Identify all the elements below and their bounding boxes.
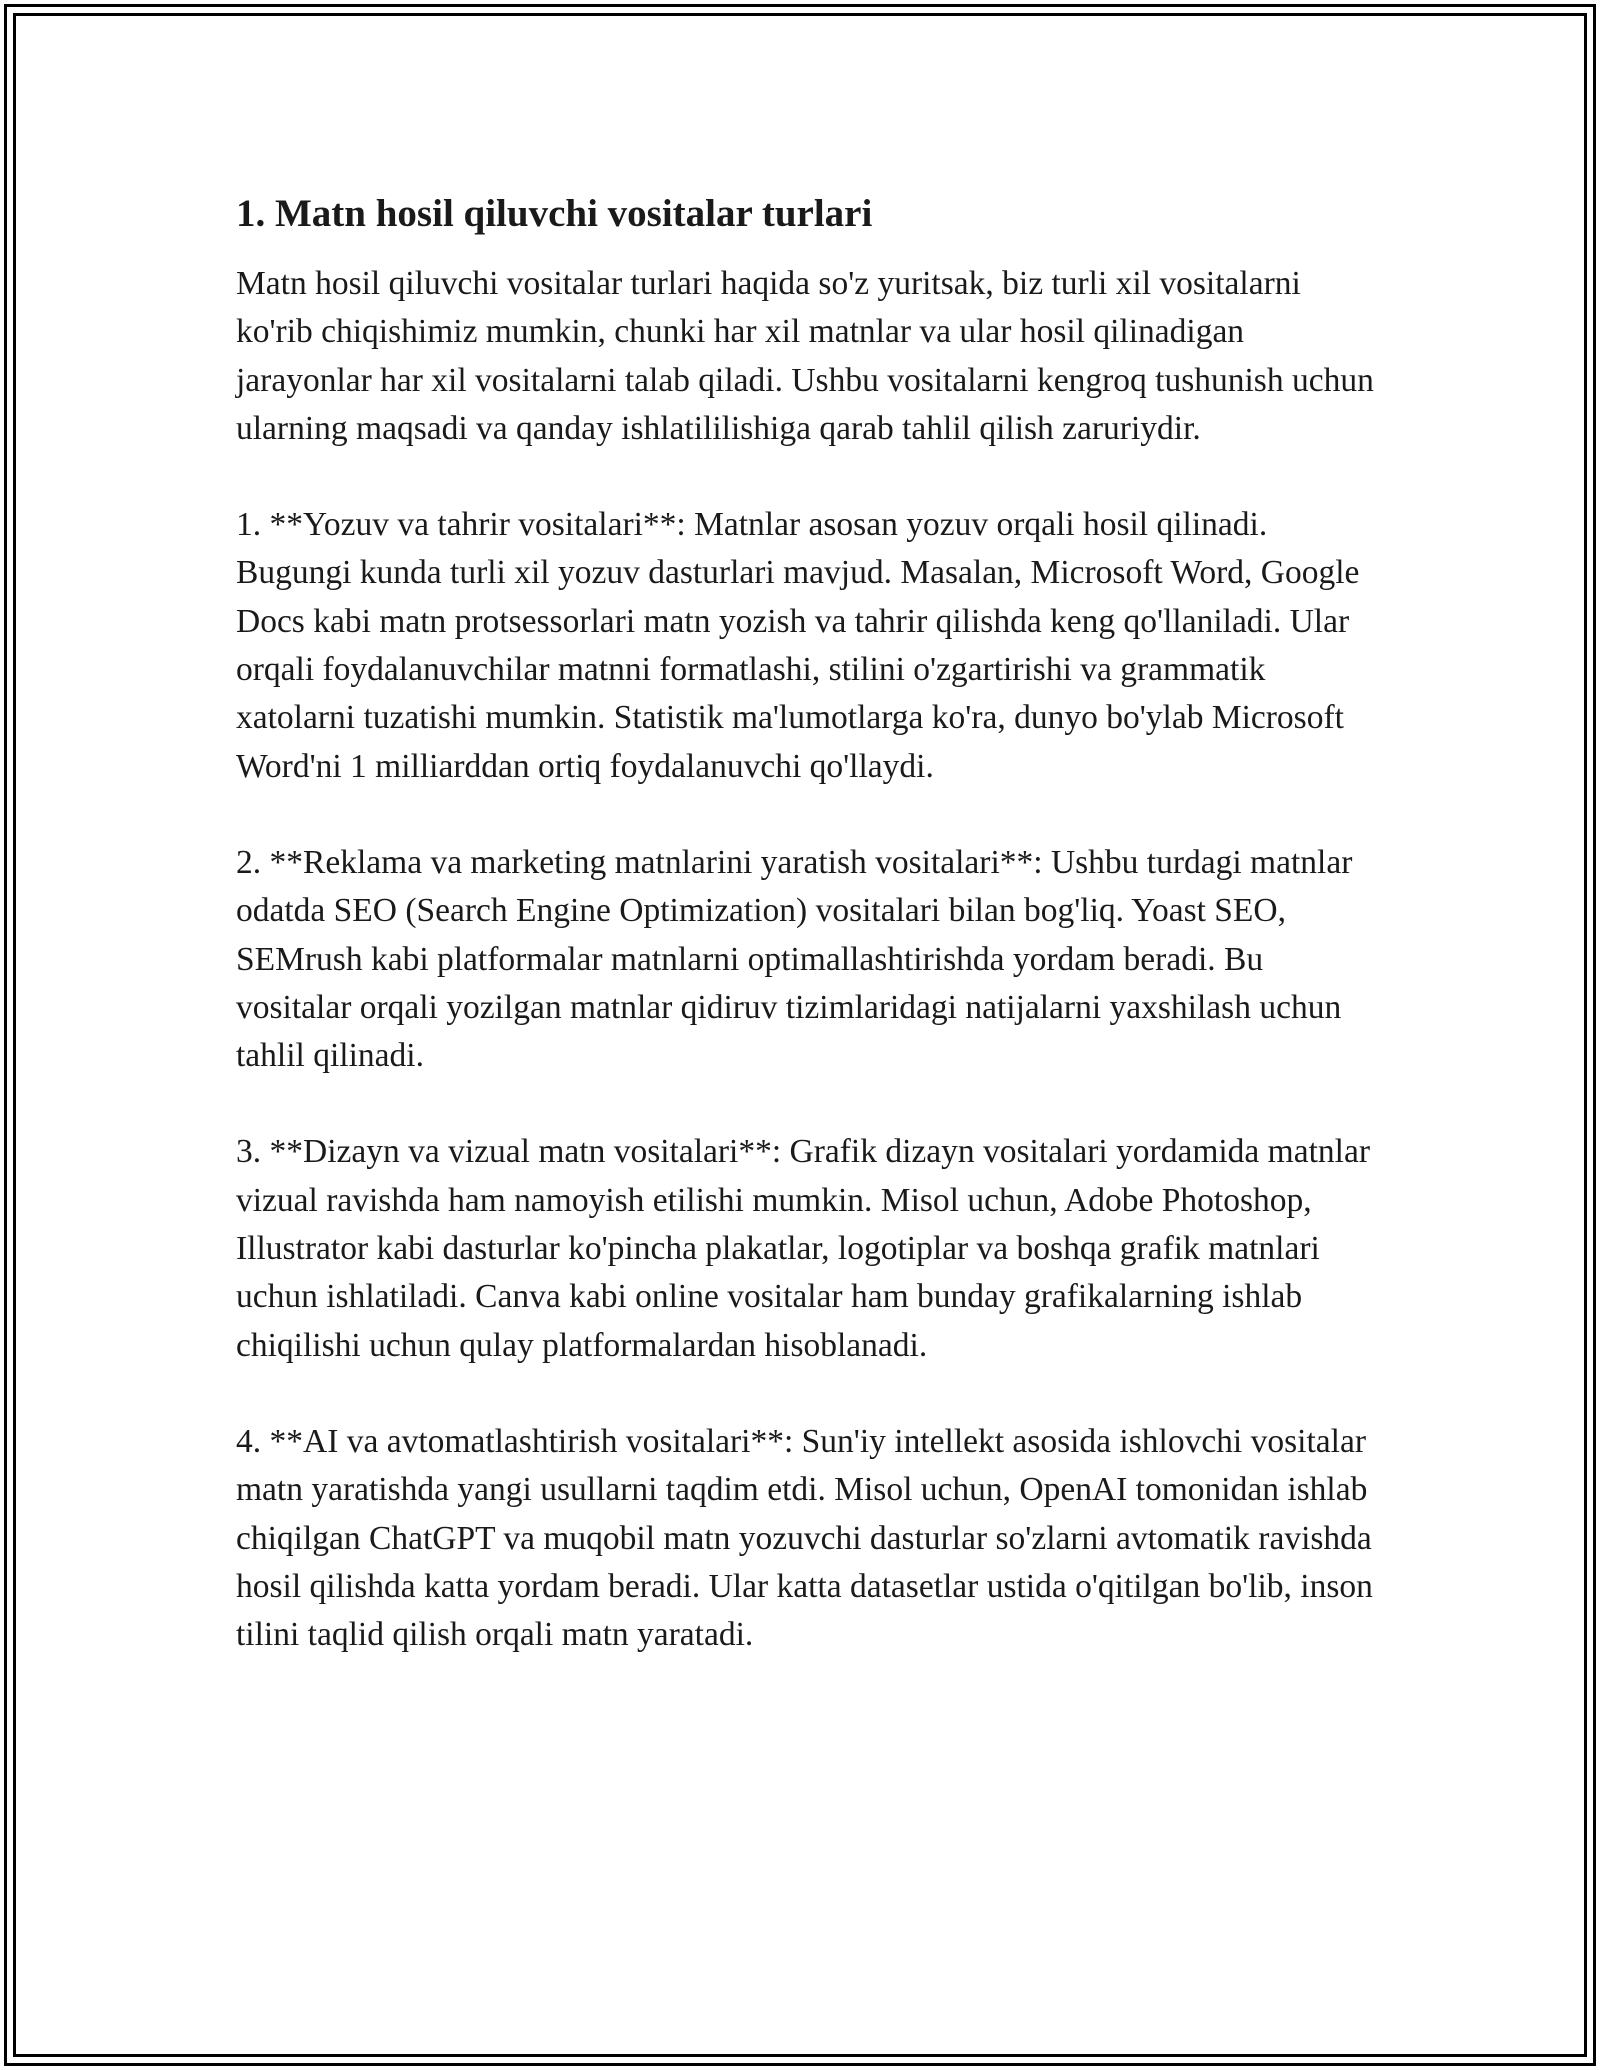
list-item-writing-tools: 1. **Yozuv va tahrir vositalari**: Matnlar asosan yozuv orqali hosil qilinadi. Bugungi kunda turli xil yozuv dasturlari mavjud. Masalan, Microsoft Word, Google Docs kabi matn protsessorlari matn yozish va tahrir qilishda keng qo'llaniladi. Ular orqali foydalanuvchilar matnni formatlashi, stilini o'zgartirishi va grammatik xatolarni tuzatishi mumkin. Statistik ma'lumotlarga ko'ra, dunyo bo'ylab Microsoft Word'ni 1 milliarddan ortiq foydalanuvchi qo'llaydi.	[236, 506, 1360, 785]
section-heading: 1. Matn hosil qiluvchi vositalar turlari	[236, 192, 873, 235]
intro-paragraph: Matn hosil qiluvchi vositalar turlari haqida so'z yuritsak, biz turli xil vositalarni ko'rib chiqishimiz mumkin, chunki har xil matnlar va ular hosil qilinadigan jarayonlar har xil vositalarni talab qiladi. Ushbu vositalarni kengroq tushunish uchun ularning maqsadi va qanday ishlatililishiga qarab tahlil qilish zaruriydir.	[236, 265, 1374, 447]
list-item-marketing-tools: 2. **Reklama va marketing matnlarini yaratish vositalari**: Ushbu turdagi matnlar odatda SEO (Search Engine Optimization) vositalari bilan bog'liq. Yoast SEO, SEMrush kabi platformalar matnlarni optimallashtirishda yordam beradi. Bu vositalar orqali yozilgan matnlar qidiruv tizimlaridagi natijalarni yaxshilash uchun tahlil qilinadi.	[236, 843, 1353, 1075]
list-item-ai-tools: 4. **AI va avtomatlashtirish vositalari**: Sun'iy intellekt asosida ishlovchi vositalar matn yaratishda yangi usullarni taqdim etdi. Misol uchun, OpenAI tomonidan ishlab chiqilgan ChatGPT va muqobil matn yozuvchi dasturlar so'zlarni avtomatik ravishda hosil qilishda katta yordam beradi. Ular katta datasetlar ustida o'qitilgan bo'lib, inson tilini taqlid qilish orqali matn yaratadi.	[236, 1422, 1373, 1654]
document-body	[236, 186, 1376, 1707]
list-item-design-tools: 3. **Dizayn va vizual matn vositalari**: Grafik dizayn vositalari yordamida matnlar vizual ravishda ham namoyish etilishi mumkin. Misol uchun, Adobe Photoshop, Illustrator kabi dasturlar ko'pincha plakatlar, logotiplar va boshqa grafik matnlari uchun ishlatiladi. Canva kabi online vositalar ham bunday grafikalarning ishlab chiqilishi uchun qulay platformalardan hisoblanadi.	[236, 1133, 1370, 1364]
